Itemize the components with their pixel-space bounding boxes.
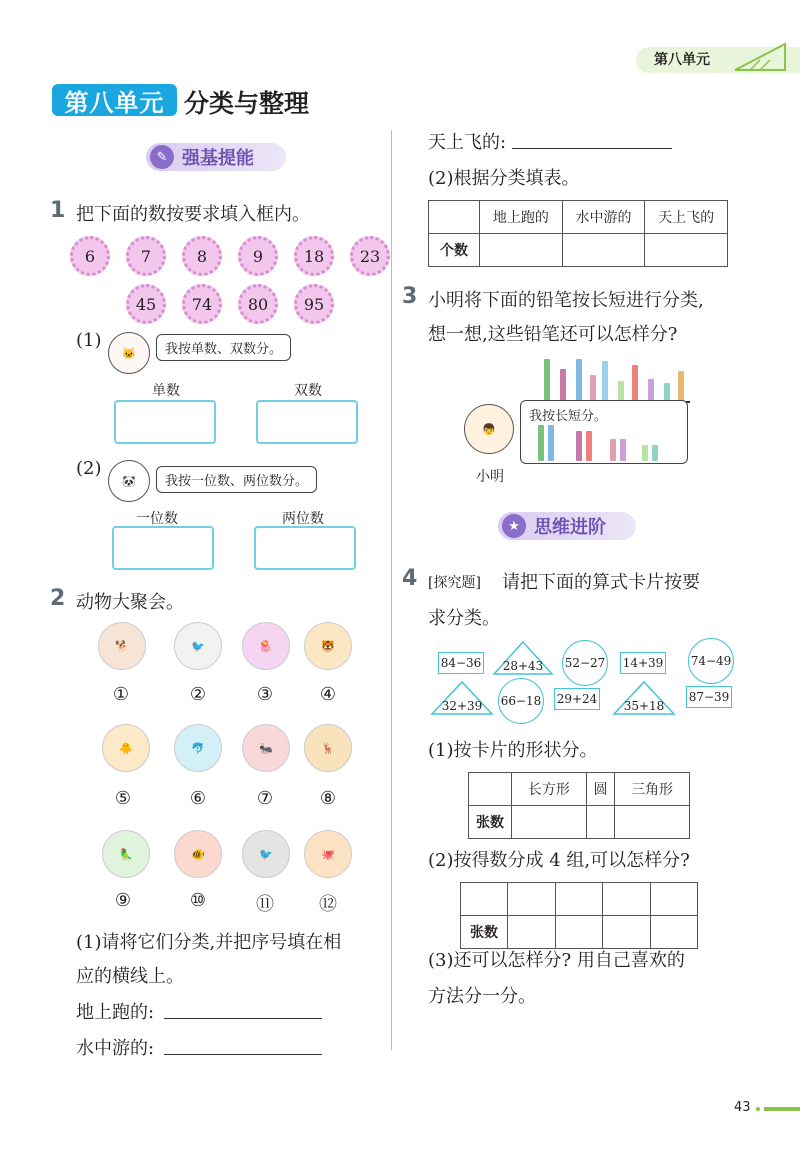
flower-number: 7 <box>126 236 166 276</box>
table-cell[interactable] <box>461 883 508 916</box>
table-cell[interactable] <box>603 883 651 916</box>
answer-prompt-land: 地上跑的: <box>76 1002 155 1023</box>
pencil-icon: ✎ <box>150 145 174 169</box>
box-label: 双数 <box>294 383 322 399</box>
pencil <box>602 361 608 401</box>
speech-text: 我按长短分。 <box>529 409 608 424</box>
pencil <box>618 381 624 401</box>
flower-number: 45 <box>126 284 166 324</box>
answer-box-two-digit[interactable] <box>254 526 356 570</box>
page-title: 分类与整理 <box>184 89 310 118</box>
ant-icon: 🐜 <box>242 724 290 772</box>
card-rectangle: 84−36 <box>438 652 484 674</box>
table-cell[interactable] <box>555 916 603 949</box>
pencil <box>652 445 658 461</box>
dog-icon: 🐕 <box>98 622 146 670</box>
flower-number: 74 <box>182 284 222 324</box>
part-label: (1) <box>76 330 102 351</box>
animal-grid <box>98 620 378 890</box>
pencil <box>632 365 638 401</box>
animal-label: ⑦ <box>256 788 274 809</box>
number-row-1 <box>70 236 390 272</box>
answer-line-sky[interactable] <box>512 148 672 149</box>
card-rectangle: 29+24 <box>554 688 600 710</box>
pencil <box>664 383 670 401</box>
card-circle: 66−18 <box>498 678 544 724</box>
shape-table <box>468 772 690 839</box>
pencil <box>586 431 592 461</box>
answer-prompt-water: 水中游的: <box>76 1038 155 1059</box>
answer-line-land[interactable] <box>164 1018 322 1019</box>
animal-label: ④ <box>319 684 337 705</box>
fish-icon: 🐠 <box>174 830 222 878</box>
pencil <box>642 445 648 461</box>
boy-icon: 👦 <box>464 404 514 454</box>
animal-label: ⑫ <box>319 894 337 915</box>
animal-label: ② <box>189 684 207 705</box>
table-row-label: 张数 <box>461 916 508 949</box>
panda-icon: 🐼 <box>108 460 150 502</box>
flower-number: 18 <box>294 236 334 276</box>
question-text: (3)还可以怎样分? 用自己喜欢的 <box>428 950 685 971</box>
animal-label: ⑩ <box>189 890 207 911</box>
question-text: (1)请将它们分类,并把序号填在相 <box>76 932 342 953</box>
pencil <box>548 425 554 461</box>
pencil <box>544 359 550 401</box>
unit-badge: 第八单元 <box>52 84 177 116</box>
animal-label: ⑤ <box>114 788 132 809</box>
pencils-unsorted <box>540 355 690 401</box>
animal-label: ⑧ <box>319 788 337 809</box>
pencil <box>620 439 626 461</box>
question-text: 把下面的数按要求填入框内。 <box>76 204 310 225</box>
table-cell[interactable] <box>508 916 556 949</box>
question-text: 请把下面的算式卡片按要 <box>502 572 700 593</box>
animal-label: ⑪ <box>256 894 274 915</box>
parrot-icon: 🦜 <box>102 830 150 878</box>
answer-line-water[interactable] <box>164 1054 322 1055</box>
unit-tab-label: 第八单元 <box>654 52 710 68</box>
seagull-icon: 🐦 <box>174 622 222 670</box>
animal-label: ⑥ <box>189 788 207 809</box>
question-tag: [探究题] <box>428 575 481 591</box>
jellyfish-icon: 🪼 <box>242 622 290 670</box>
question-text: 小明将下面的铅笔按长短进行分类, <box>428 290 704 311</box>
question-text: (1)按卡片的形状分。 <box>428 740 598 761</box>
question-number: 2 <box>50 586 66 611</box>
table-cell[interactable] <box>480 234 563 267</box>
section-banner-basic <box>146 143 286 171</box>
card-rectangle: 87−39 <box>686 686 732 708</box>
octopus-icon: 🐙 <box>304 830 352 878</box>
table-row-label: 张数 <box>469 806 512 839</box>
section-title: 思维进阶 <box>534 517 606 538</box>
animal-label: ③ <box>256 684 274 705</box>
question-text: 动物大聚会。 <box>76 592 184 613</box>
table-header: 圆 <box>586 773 614 806</box>
pencil <box>576 359 582 401</box>
pencil <box>648 379 654 401</box>
card-label: 32+39 <box>441 699 483 713</box>
pencil <box>678 371 684 401</box>
chick-icon: 🐥 <box>102 724 150 772</box>
question-text: (2)按得数分成 4 组,可以怎样分? <box>428 850 690 871</box>
table-cell[interactable] <box>603 916 651 949</box>
footer-dot <box>756 1107 760 1111</box>
pencil <box>590 375 596 401</box>
table-header: 三角形 <box>615 773 690 806</box>
boy-name: 小明 <box>476 469 504 485</box>
question-text: 方法分一分。 <box>428 986 536 1007</box>
table-cell[interactable] <box>555 883 603 916</box>
question-number: 4 <box>402 566 418 591</box>
pencils-sorted <box>536 425 666 461</box>
question-text: 应的横线上。 <box>76 966 184 987</box>
deer-icon: 🦌 <box>304 724 352 772</box>
card-circle: 74−49 <box>688 638 734 684</box>
page-number: 43 <box>734 1100 751 1115</box>
table-cell[interactable] <box>508 883 556 916</box>
group-table <box>460 882 698 949</box>
table-cell[interactable] <box>562 234 645 267</box>
table-header: 水中游的 <box>562 201 645 234</box>
table-cell[interactable] <box>586 806 614 839</box>
table-header: 天上飞的 <box>645 201 728 234</box>
part-label: (2) <box>76 458 102 479</box>
table-header <box>429 201 480 234</box>
cat-icon: 🐱 <box>108 332 150 374</box>
flower-number: 8 <box>182 236 222 276</box>
box-label: 一位数 <box>136 511 178 527</box>
medal-icon: ★ <box>502 514 526 538</box>
answer-box-even[interactable] <box>256 400 358 444</box>
card-circle: 52−27 <box>562 640 608 686</box>
triangle-ruler-icon <box>730 42 790 72</box>
table-cell[interactable] <box>512 806 587 839</box>
section-banner-advanced <box>498 512 636 540</box>
answer-box-odd[interactable] <box>114 400 216 444</box>
animal-label: ① <box>112 684 130 705</box>
animal-label: ⑨ <box>114 890 132 911</box>
column-divider <box>391 130 392 1050</box>
question-number: 1 <box>50 198 66 223</box>
pencil <box>576 431 582 461</box>
question-text: 想一想,这些铅笔还可以怎样分? <box>428 324 678 345</box>
table-header: 地上跑的 <box>480 201 563 234</box>
speech-bubble: 我按一位数、两位数分。 <box>156 466 317 493</box>
flower-number: 80 <box>238 284 278 324</box>
table-cell[interactable] <box>650 916 698 949</box>
answer-box-one-digit[interactable] <box>112 526 214 570</box>
box-label: 两位数 <box>282 511 324 527</box>
question-text: (2)根据分类填表。 <box>428 168 580 189</box>
flower-number: 23 <box>350 236 390 276</box>
table-header: 长方形 <box>512 773 587 806</box>
question-text: 求分类。 <box>428 608 500 629</box>
speech-bubble: 我按单数、双数分。 <box>156 334 291 361</box>
dolphin-icon: 🐬 <box>174 724 222 772</box>
card-label: 35+18 <box>623 699 665 713</box>
box-label: 单数 <box>152 383 180 399</box>
answer-prompt-sky: 天上飞的: <box>428 132 507 153</box>
pencil <box>610 439 616 461</box>
table-cell[interactable] <box>650 883 698 916</box>
card-label: 28+43 <box>502 659 544 673</box>
classification-table <box>428 200 728 267</box>
section-title: 强基提能 <box>182 148 254 169</box>
table-header <box>469 773 512 806</box>
flower-number: 9 <box>238 236 278 276</box>
question-number: 3 <box>402 284 418 309</box>
table-cell[interactable] <box>615 806 690 839</box>
table-row-label: 个数 <box>429 234 480 267</box>
card-rectangle: 14+39 <box>620 652 666 674</box>
flower-number: 6 <box>70 236 110 276</box>
footer-bar <box>764 1107 800 1111</box>
pencil <box>538 425 544 461</box>
flower-number: 95 <box>294 284 334 324</box>
table-cell[interactable] <box>645 234 728 267</box>
number-row-2 <box>126 284 386 320</box>
swallow-icon: 🐦 <box>242 830 290 878</box>
pencil <box>560 369 566 401</box>
tiger-icon: 🐯 <box>304 622 352 670</box>
